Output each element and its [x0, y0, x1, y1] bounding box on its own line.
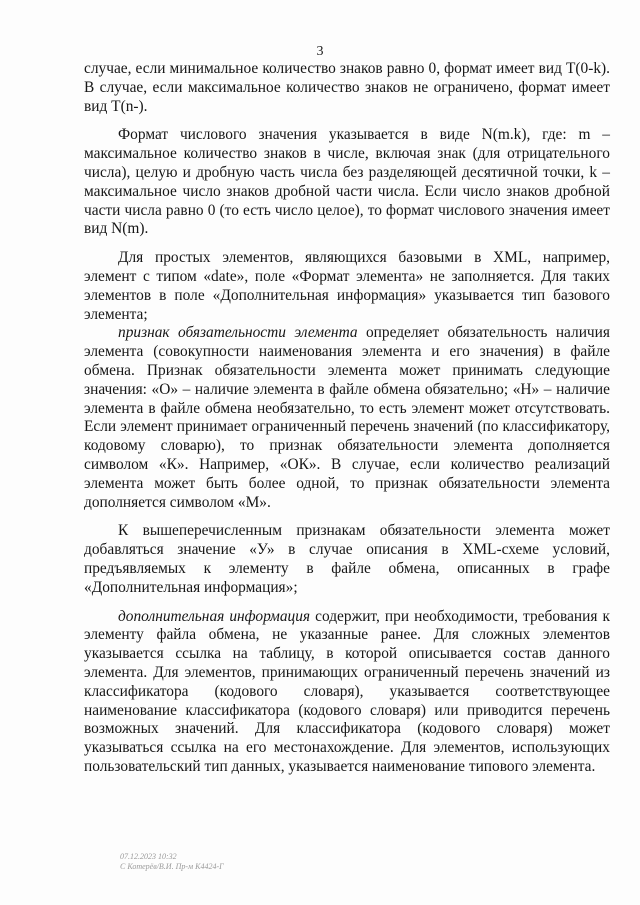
required-flag-text: определяет обязательность наличия элемента (совокупности наименования элемента и его значения) в файле обмена. Признак обязательности элемента может принимать следующие значения: «О» – наличие элемента в файле обмена обязательно; «Н» – наличие элемента в файле обмена необязательно, то есть элемент может отсутствовать. Если элемент принимает ограниченный перечень значений (по классификатору, кодовому словарю), то признак обязательности элемента дополняется символом «К». Например, «ОК». В случае, если количество реализаций элемента может быть более одной, то признак обязательности элемента дополняется символом «М». — [84, 324, 610, 511]
stamp-signature: С Котерёв/В.И. Пр-м К4424-Г — [120, 862, 224, 871]
page-number: 3 — [316, 44, 324, 59]
term-additional-info: дополнительная информация — [118, 607, 311, 625]
paragraph-conditional-flag: К вышеперечисленным признакам обязательности элемента может добавляться значение «У» в случае описания в XML-схеме условий, предъявляемых к элементу в файле обмена, описанных в графе «Дополнительная информация»; — [84, 522, 610, 596]
paragraph-additional-info — [84, 608, 610, 777]
additional-info-text: содержит, при необходимости, требования к элементу файла обмена, не указанные ранее. Для сложных элементов указывается ссылка на таблицу, в которой описывается состав данного элемента. Для элементов, принимающих ограниченный перечень значений из классификатора (кодового словаря), указывается соответствующее наименование классификатора (кодового словаря) или приводится перечень возможных значений. Для классификатора (кодового словаря) может указываться ссылка на его местонахождение. Для элементов, использующих пользовательский тип данных, указывается наименование типового элемента. — [84, 607, 610, 775]
paragraph-format-string: случае, если минимальное количество знаков равно 0, формат имеет вид T(0-k). В случае, если максимальное количество знаков не ограничено, формат имеет вид T(n-). — [84, 60, 610, 115]
paragraph-required-flag — [84, 324, 610, 512]
term-required-flag: признак обязательности элемента — [118, 324, 358, 342]
paragraph-simple-elements: Для простых элементов, являющихся базовыми в XML, например, элемент с типом «date», поле «Формат элемента» не заполняется. Для таких элементов в поле «Дополнительная информация» указывается тип базового элемента; — [84, 249, 610, 323]
document-stamp — [120, 852, 224, 872]
body-text — [84, 60, 610, 777]
stamp-timestamp: 07.12.2023 10:32 — [120, 852, 177, 861]
paragraph-number-format: Формат числового значения указывается в виде N(m.k), где: m – максимальное количество знаков в числе, включая знак (для отрицательного числа), целую и дробную часть числа без разделяющей десятичной точки, k – максимальное число знаков дробной части числа. Если число знаков дробной части числа равно 0 (то есть число целое), то формат числового значения имеет вид N(m). — [84, 126, 610, 238]
